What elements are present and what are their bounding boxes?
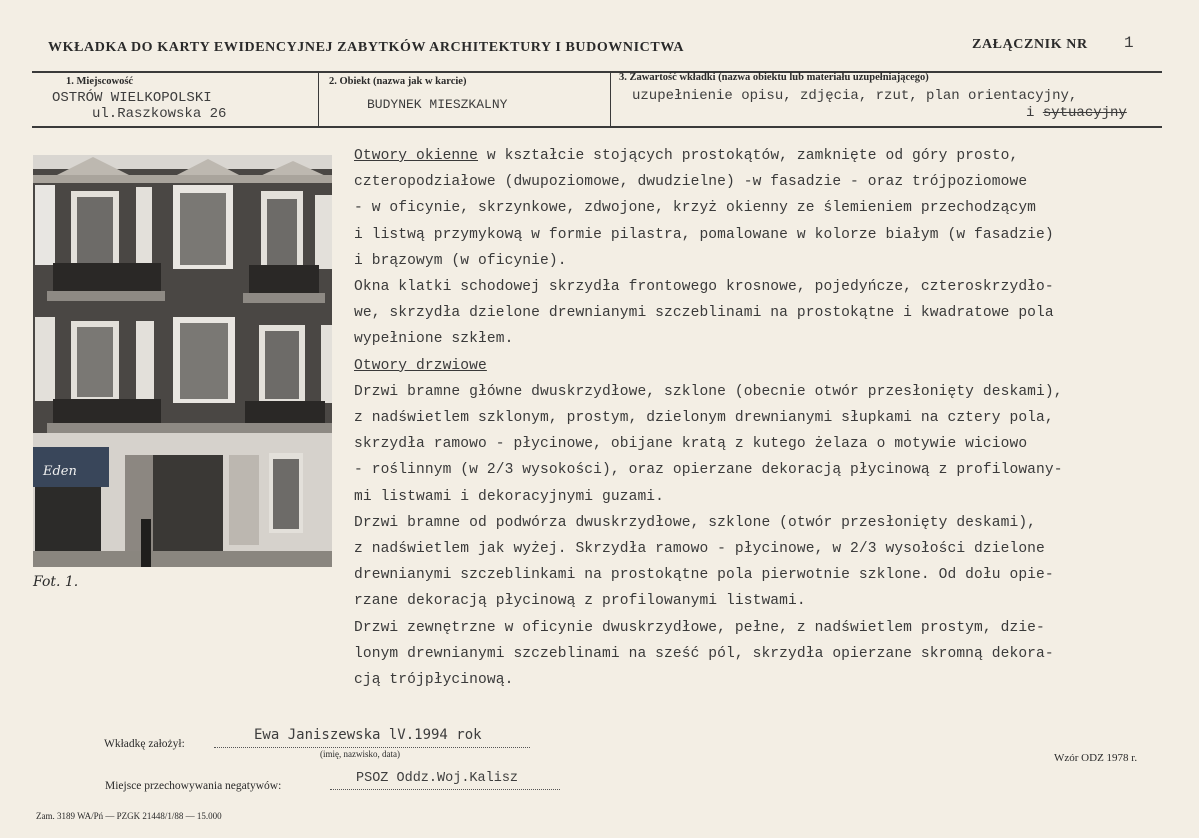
text-line: i brązowym (w oficynie). xyxy=(354,252,567,269)
text-line: drewnianymi szczeblinkami na prostokątne pola pierwotnie szklone. Od dołu opie- xyxy=(354,567,1054,584)
author-dotted-line xyxy=(214,747,530,748)
author-label: Wkładkę założył: xyxy=(104,738,185,750)
section-heading-windows: Otwory okienne xyxy=(354,148,479,164)
field-1-value-line1: OSTRÓW WIELKOPOLSKI xyxy=(52,90,212,106)
author-sublabel: (imię, nazwisko, data) xyxy=(320,749,400,759)
text-line: Drzwi bramne główne dwuskrzydłowe, szklone (obecnie otwór przesłonięty deskami), xyxy=(354,383,1063,400)
author-value: Ewa Janiszewska lV.1994 rok xyxy=(254,727,482,743)
field-1-value-line2: ul.Raszkowska 26 xyxy=(92,106,227,122)
photo-caption: Fot. 1. xyxy=(33,574,79,590)
negatives-label: Miejsce przechowywania negatywów: xyxy=(105,780,282,792)
field-3-value-line2 xyxy=(1026,105,1127,121)
text-line: Drzwi zewnętrzne w oficynie dwuskrzydłowe, pełne, z nadświetlem prostym, dzie- xyxy=(354,619,1045,636)
text-line: Drzwi bramne od podwórza dwuskrzydłowe, szklone (otwór przesłonięty deskami), xyxy=(354,514,1037,531)
text-line: - w oficynie, skrzynkowe, zdwojone, krzyż okienny ze ślemieniem przechodzącym xyxy=(354,200,1037,217)
form-model: Wzór ODZ 1978 r. xyxy=(1054,752,1138,764)
table-bottom-rule xyxy=(32,126,1162,128)
negatives-value: PSOZ Oddz.Woj.Kalisz xyxy=(356,771,519,786)
description-body xyxy=(354,143,1174,693)
text-line xyxy=(354,353,1174,379)
text-line: mi listwami i dekoracyjnymi guzami. xyxy=(354,488,665,505)
field-3-value-i: i xyxy=(1026,105,1035,121)
text-line: z nadświetlem szklonym, prostym, dzielonym drewnianymi słupkami na cztery pola, xyxy=(354,410,1054,427)
text-line: i listwą przymykową w formie pilastra, pomalowane w kolorze białym (w fasadzie) xyxy=(354,226,1054,243)
text-line: czteropodziałowe (dwupoziomowe, dwudzielne) -w fasadzie - oraz trójpoziomowe xyxy=(354,174,1028,191)
field-3-value-struck: sytuacyjny xyxy=(1042,105,1127,121)
text-line: rzane dekoracją płycinową z profilowanymi listwami. xyxy=(354,593,806,610)
field-1-label: 1. Miejscowość xyxy=(66,76,134,87)
text-line: Otwory okienne w kształcie stojących prostokątów, zamknięte od góry prosto, xyxy=(354,148,1019,164)
text-line: z nadświetlem jak wyżej. Skrzydła ramowo - płycinowe, w 2/3 wysołości dzielone xyxy=(354,541,1045,558)
text-line: Okna klatki schodowej skrzydła frontowego krosnowe, pojedyńcze, czteroskrzydło- xyxy=(354,279,1054,296)
field-3-label: 3. Zawartość wkładki (nazwa obiektu lub materiału uzupełniającego) xyxy=(619,72,929,83)
column-divider-1 xyxy=(318,72,319,126)
section-heading-doors: Otwory drzwiowe xyxy=(354,357,487,374)
building-photo xyxy=(33,155,332,567)
field-2-value: BUDYNEK MIESZKALNY xyxy=(367,97,508,112)
annex-label: ZAŁĄCZNIK NR xyxy=(972,37,1088,52)
table-top-rule xyxy=(32,71,1162,73)
text-line: skrzydła ramowo - płycinowe, obijane kratą z kutego żelaza o motywie wiciowo xyxy=(354,436,1028,453)
shop-sign: Eden xyxy=(43,464,77,479)
field-2-label: 2. Obiekt (nazwa jak w karcie) xyxy=(329,76,467,87)
text-line: lonym drewnianymi szczeblinami na sześć pól, skrzydła opierzane skromną dekora- xyxy=(354,645,1054,662)
text-line: wypełnione szkłem. xyxy=(354,331,514,348)
document-title: WKŁADKA DO KARTY EWIDENCYJNEJ ZABYTKÓW ARCHITEKTURY I BUDOWNICTWA xyxy=(48,40,685,55)
annex-number: 1 xyxy=(1124,34,1134,52)
text-line: we, skrzydła dzielone drewnianymi szczeblinami na prostokątne i kwadratowe pola xyxy=(354,305,1054,322)
column-divider-2 xyxy=(610,72,611,126)
text-line: cją trójpłycinową. xyxy=(354,672,514,689)
negatives-dotted-line xyxy=(330,789,560,790)
text-line: - roślinnym (w 2/3 wysokości), oraz opierzane dekoracją płycinową z profilowany- xyxy=(354,462,1063,479)
print-info: Zam. 3189 WA/Pń — PZGK 21448/1/88 — 15.000 xyxy=(36,811,222,821)
field-3-value-line1: uzupełnienie opisu, zdjęcia, rzut, plan orientacyjny, xyxy=(632,88,1078,104)
